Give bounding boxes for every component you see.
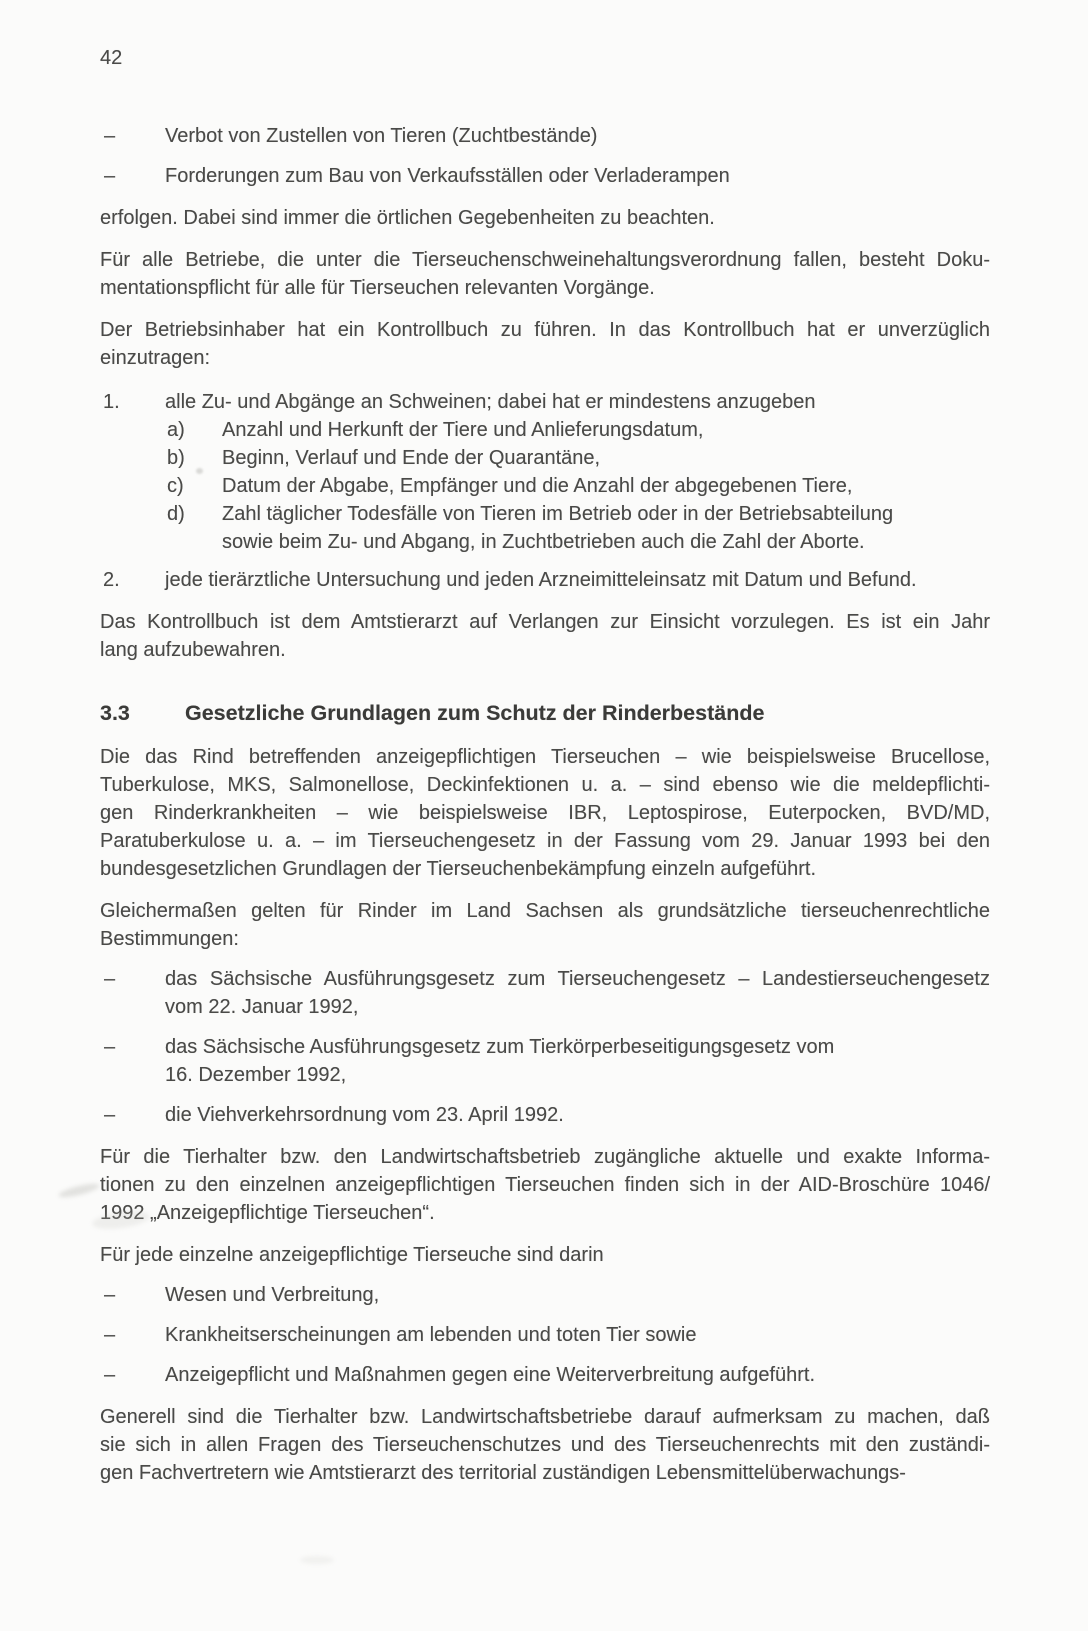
list-item-text: Wesen und Verbreitung, — [165, 1284, 380, 1306]
sub-item-text: Anzahl und Herkunft der Tiere und Anlieferungsdatum, — [222, 419, 704, 441]
paragraph-rind: Die das Rind betreffenden anzeigepflichtigen Tierseuchen – wie beispielsweise Brucellose, Tuberkulose, MKS, Salmonellose, Deckinfektionen u. a. – sind ebenso wie die meldepflichti- gen Rinderkrankheiten – wie beispielsweise IBR, Leptospirose, Euterpocken, BVD/MD, Paratuberkulose u. a. – im Tierseuchengesetz in der Fassung vom 29. Januar 1993 bei den bundesgesetzlichen Grundlagen der Tierseuchenbekämpfung einzeln aufgeführt. — [100, 746, 990, 880]
info-dash-list — [100, 1281, 990, 1389]
list-item — [100, 1033, 990, 1089]
sub-item-letter: d) — [167, 503, 185, 525]
paragraph-gleichermassen: Gleichermaßen gelten für Rinder im Land Sachsen als grundsätzliche tierseuchenrechtliche Bestimmungen: — [100, 900, 990, 950]
item-number: 1. — [103, 391, 120, 413]
sub-item-letter: a) — [167, 419, 185, 441]
sub-item — [165, 472, 990, 500]
dash-bullet: – — [104, 1324, 116, 1346]
sub-item-letter: b) — [167, 447, 185, 469]
paragraph-vorzulegen: Das Kontrollbuch ist dem Amtstierarzt auf Verlangen zur Einsicht vorzulegen. Es ist ein Jahr lang aufzubewahren. — [100, 611, 990, 661]
section-number: 3.3 — [100, 701, 130, 725]
paragraph-tierhalter: Für die Tierhalter bzw. den Landwirtschaftsbetrieb zugängliche aktuelle und exakte Informa- tionen zu den einzelnen anzeigepflichtigen Tierseuchen finden sich in der AID-Broschüre 1046/ 1992 „Anzeigepflichtige Tierseuchen“. — [100, 1146, 990, 1224]
dash-bullet: – — [104, 1284, 116, 1306]
section-heading — [100, 698, 990, 728]
page-number: 42 — [100, 47, 123, 69]
list-item-text: die Viehverkehrsordnung vom 23. April 1992. — [165, 1104, 564, 1126]
paragraph-erfolgen: erfolgen. Dabei sind immer die örtlichen Gegebenheiten zu beachten. — [100, 207, 715, 229]
list-item-text: Forderungen zum Bau von Verkaufsställen oder Verladerampen — [165, 165, 730, 187]
list-item — [100, 1281, 990, 1309]
list-item — [100, 1101, 990, 1129]
dash-bullet: – — [104, 125, 116, 147]
sub-item-text: Zahl täglicher Todesfälle von Tieren im Betrieb oder in der Betriebsabteilung sowie beim Zu- und Abgang, in Zuchtbetrieben auch die Zahl der Aborte. — [222, 503, 894, 553]
item-text: jede tierärztliche Untersuchung und jeden Arzneimitteleinsatz mit Datum und Befund. — [165, 569, 917, 591]
list-item-text: das Sächsische Ausführungsgesetz zum Tierseuchengesetz – Landestierseuchengesetz vom 22. Januar 1992, — [165, 968, 990, 1018]
sub-item-letter: c) — [167, 475, 184, 497]
list-item-text: das Sächsische Ausführungsgesetz zum Tierkörperbeseitigungsgesetz vom 16. Dezember 1992, — [165, 1036, 835, 1086]
scan-smudge — [58, 1181, 101, 1200]
list-item — [100, 1361, 990, 1389]
numbered-item — [100, 566, 990, 594]
paragraph-kontrollbuch: Der Betriebsinhaber hat ein Kontrollbuch zu führen. In das Kontrollbuch hat er unverzüglich einzutragen: — [100, 319, 990, 369]
scan-smudge — [300, 1556, 334, 1564]
list-item — [100, 162, 990, 190]
law-dash-list — [100, 965, 990, 1129]
list-item-text: Verbot von Zustellen von Tieren (Zuchtbestände) — [165, 125, 598, 147]
list-item-text: Krankheitserscheinungen am lebenden und toten Tier sowie — [165, 1324, 697, 1346]
section-title: Gesetzliche Grundlagen zum Schutz der Rinderbestände — [185, 701, 765, 725]
sub-item — [165, 444, 990, 472]
lettered-sub-list — [165, 416, 990, 556]
dash-bullet: – — [104, 1036, 116, 1058]
dash-bullet: – — [104, 165, 116, 187]
sub-item — [165, 416, 990, 444]
dash-bullet: – — [104, 968, 116, 990]
dash-bullet: – — [104, 1104, 116, 1126]
list-item — [100, 1321, 990, 1349]
dash-bullet: – — [104, 1364, 116, 1386]
numbered-item — [100, 388, 990, 556]
paragraph-fuer-jede: Für jede einzelne anzeigepflichtige Tierseuche sind darin — [100, 1244, 604, 1266]
list-item-text: Anzeigepflicht und Maßnahmen gegen eine Weiterverbreitung aufgeführt. — [165, 1364, 816, 1386]
sub-item-text: Datum der Abgabe, Empfänger und die Anzahl der abgegebenen Tiere, — [222, 475, 853, 497]
list-item — [100, 122, 990, 150]
paragraph-generell: Generell sind die Tierhalter bzw. Landwirtschaftsbetriebe darauf aufmerksam zu machen, daß sie sich in allen Fragen des Tierseuchenschutzes und des Tierseuchenrechts mit den zuständi- gen Fachvertretern wie Amtstierarzt des territorial zuständigen Lebensmittelüberwachungs- — [100, 1406, 990, 1484]
list-item — [100, 965, 990, 1021]
kontrollbuch-numbered-list — [100, 388, 990, 594]
paragraph-betriebe: Für alle Betriebe, die unter die Tierseuchenschweinehaltungsverordnung fallen, besteht Doku- mentationspflicht für alle für Tierseuchen relevanten Vorgänge. — [100, 249, 990, 299]
item-number: 2. — [103, 569, 120, 591]
restriction-dash-list — [100, 122, 990, 190]
item-text: alle Zu- und Abgänge an Schweinen; dabei hat er mindestens anzugeben — [165, 391, 816, 413]
sub-item-text: Beginn, Verlauf und Ende der Quarantäne, — [222, 447, 601, 469]
sub-item — [165, 500, 990, 556]
